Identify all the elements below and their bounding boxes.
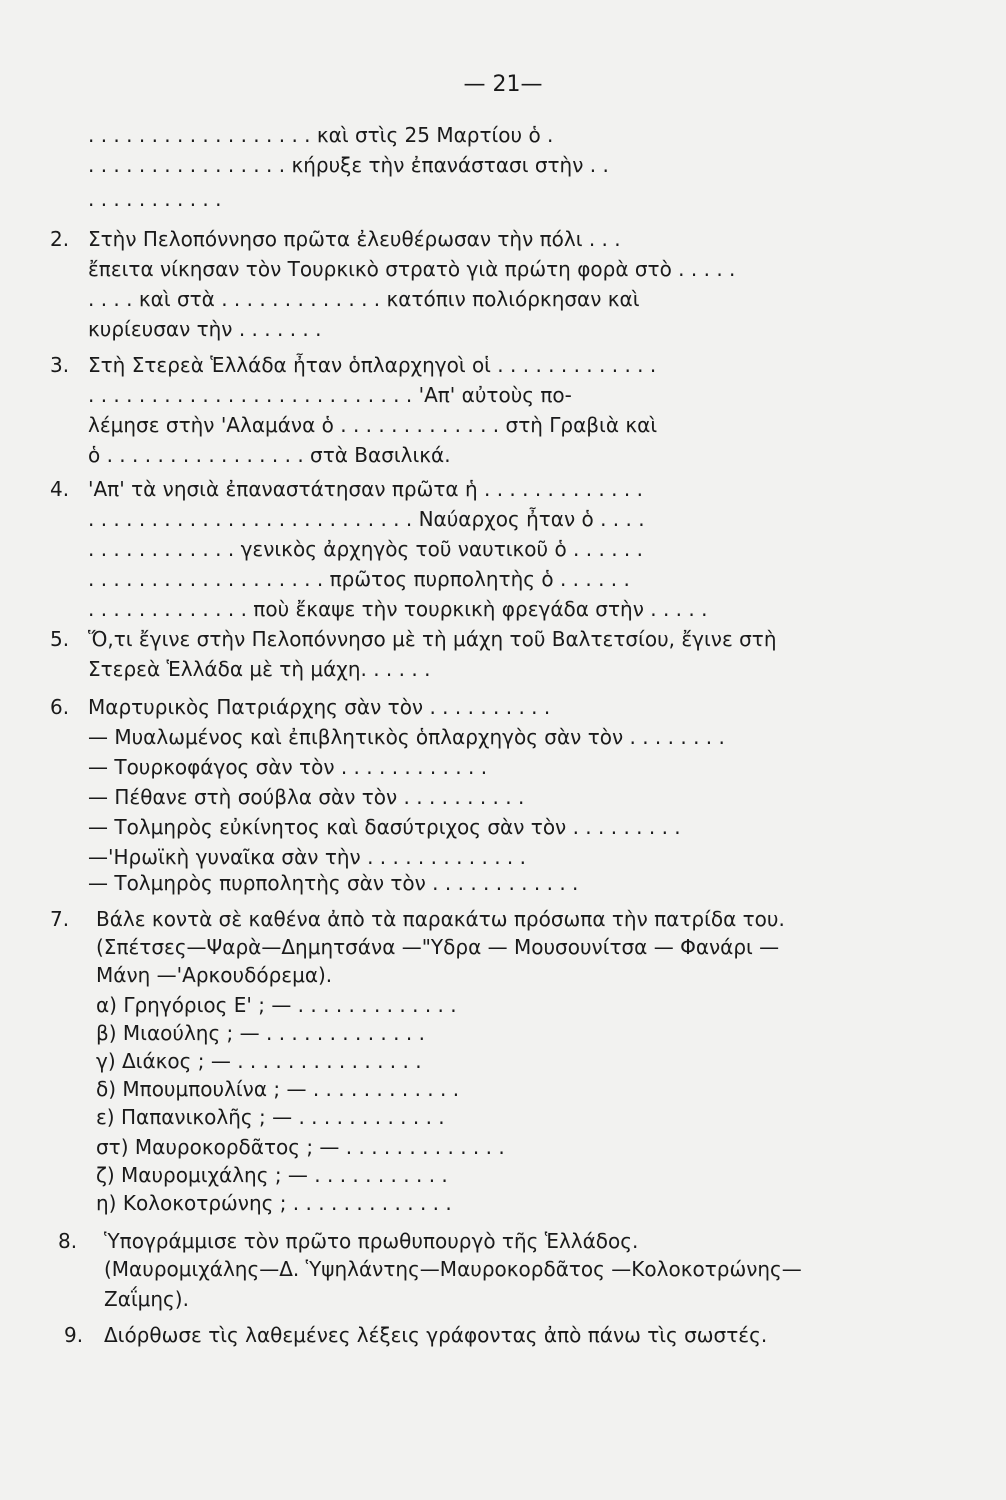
text-line: δ) Μπουμπουλίνα ; — . . . . . . . . . . . . bbox=[96, 1077, 460, 1101]
text-line: . . . . . . . . . . . . . . . . . . καὶ στὶς 25 Μαρτίου ὁ . bbox=[88, 123, 554, 147]
text-line: Ὅ,τι ἔγινε στὴν Πελοπόννησο μὲ τὴ μάχη τοῦ Βαλτετσίου, ἔγινε στὴ bbox=[88, 627, 777, 651]
item-number: 9. bbox=[64, 1323, 84, 1347]
text-line: Ζαΐμης). bbox=[104, 1287, 189, 1311]
text-line: —'Ηρωϊκὴ γυναῖκα σὰν τὴν . . . . . . . . . . . . . bbox=[88, 845, 526, 869]
item-number: 8. bbox=[58, 1229, 78, 1253]
text-line: ὁ . . . . . . . . . . . . . . . . στὰ Βασιλικά. bbox=[88, 443, 451, 467]
text-line: (Σπέτσες—Ψαρὰ—Δημητσάνα —"Υδρα — Μουσουνίτσα — Φανάρι — bbox=[96, 935, 780, 959]
text-line: — Μυαλωμένος καὶ ἐπιβλητικὸς ὁπλαρχηγὸς σὰν τὸν . . . . . . . . bbox=[88, 725, 725, 749]
text-line: α) Γρηγόριος Ε' ; — . . . . . . . . . . . . . bbox=[96, 993, 457, 1017]
text-line: . . . . . . . . . . . . γενικὸς ἀρχηγὸς τοῦ ναυτικοῦ ὁ . . . . . . bbox=[88, 537, 643, 561]
text-line: β) Μιαούλης ; — . . . . . . . . . . . . . bbox=[96, 1021, 425, 1045]
text-line: λέμησε στὴν 'Αλαμάνα ὁ . . . . . . . . . . . . . στὴ Γραβιὰ καὶ bbox=[88, 413, 658, 437]
item-number: 4. bbox=[50, 477, 70, 501]
text-line: ἔπειτα νίκησαν τὸν Τουρκικὸ στρατὸ γιὰ πρώτη φορὰ στὸ . . . . . bbox=[88, 257, 736, 281]
text-line: (Μαυρομιχάλης—Δ. Ὑψηλάντης—Μαυροκορδᾶτος —Κολοκοτρώνης— bbox=[104, 1257, 802, 1281]
text-line: η) Κολοκοτρώνης ; . . . . . . . . . . . . . bbox=[96, 1191, 452, 1215]
text-line: Στὴν Πελοπόννησο πρῶτα ἐλευθέρωσαν τὴν πόλι . . . bbox=[88, 227, 621, 251]
text-line: — Τουρκοφάγος σὰν τὸν . . . . . . . . . . . . bbox=[88, 755, 488, 779]
page-number: — 21— bbox=[463, 72, 543, 97]
text-line: . . . . . . . . . . . . . . . . . . . . . . . . . . Ναύαρχος ἦταν ὁ . . . . bbox=[88, 507, 645, 531]
text-line: . . . . . . . . . . . . . . . . κήρυξε τὴν ἐπανάστασι στὴν . . bbox=[88, 153, 609, 177]
item-number: 5. bbox=[50, 627, 70, 651]
text-line: γ) Διάκος ; — . . . . . . . . . . . . . . . bbox=[96, 1049, 422, 1073]
text-line: ε) Παπανικολῆς ; — . . . . . . . . . . . . bbox=[96, 1105, 445, 1129]
text-line: κυρίευσαν τὴν . . . . . . . bbox=[88, 317, 322, 341]
text-line: 'Απ' τὰ νησιὰ ἐπαναστάτησαν πρῶτα ἡ . . . . . . . . . . . . . bbox=[88, 477, 643, 501]
text-line: ζ) Μαυρομιχάλης ; — . . . . . . . . . . . bbox=[96, 1163, 448, 1187]
text-line: Βάλε κοντὰ σὲ καθένα ἀπὸ τὰ παρακάτω πρόσωπα τὴν πατρίδα του. bbox=[96, 907, 785, 931]
text-line: — Τολμηρὸς εὐκίνητος καὶ δασύτριχος σὰν τὸν . . . . . . . . . bbox=[88, 815, 681, 839]
text-line: . . . . καὶ στὰ . . . . . . . . . . . . . κατόπιν πολιόρκησαν καὶ bbox=[88, 287, 640, 311]
text-line: . . . . . . . . . . . . . ποὺ ἔκαψε τὴν τουρκικὴ φρεγάδα στὴν . . . . . bbox=[88, 597, 708, 621]
text-line: — Πέθανε στὴ σούβλα σὰν τὸν . . . . . . . . . . bbox=[88, 785, 525, 809]
text-line: — Τολμηρὸς πυρπολητὴς σὰν τὸν . . . . . . . . . . . . bbox=[88, 871, 579, 895]
text-line: . . . . . . . . . . . bbox=[88, 187, 222, 211]
text-line: Διόρθωσε τὶς λαθεμένες λέξεις γράφοντας ἀπὸ πάνω τὶς σωστές. bbox=[104, 1323, 768, 1347]
text-line: Μαρτυρικὸς Πατριάρχης σὰν τὸν . . . . . . . . . . bbox=[88, 695, 551, 719]
text-line: . . . . . . . . . . . . . . . . . . . . . . . . . . 'Απ' αὐτοὺς πο- bbox=[88, 383, 572, 407]
text-line: Ὑπογράμμισε τὸν πρῶτο πρωθυπουργὸ τῆς Ἑλλάδος. bbox=[104, 1229, 639, 1253]
text-line: Στερεὰ Ἑλλάδα μὲ τὴ μάχη. . . . . . bbox=[88, 657, 431, 681]
text-line: στ) Μαυροκορδᾶτος ; — . . . . . . . . . . . . . bbox=[96, 1135, 505, 1159]
item-number: 6. bbox=[50, 695, 70, 719]
item-number: 7. bbox=[50, 907, 70, 931]
item-number: 3. bbox=[50, 353, 70, 377]
text-line: Μάνη —'Αρκουδόρεμα). bbox=[96, 963, 333, 987]
text-line: Στὴ Στερεὰ Ἑλλάδα ἦταν ὁπλαρχηγοὶ οἱ . . . . . . . . . . . . . bbox=[88, 353, 657, 377]
text-line: . . . . . . . . . . . . . . . . . . . πρῶτος πυρπολητὴς ὁ . . . . . . bbox=[88, 567, 630, 591]
item-number: 2. bbox=[50, 227, 70, 251]
